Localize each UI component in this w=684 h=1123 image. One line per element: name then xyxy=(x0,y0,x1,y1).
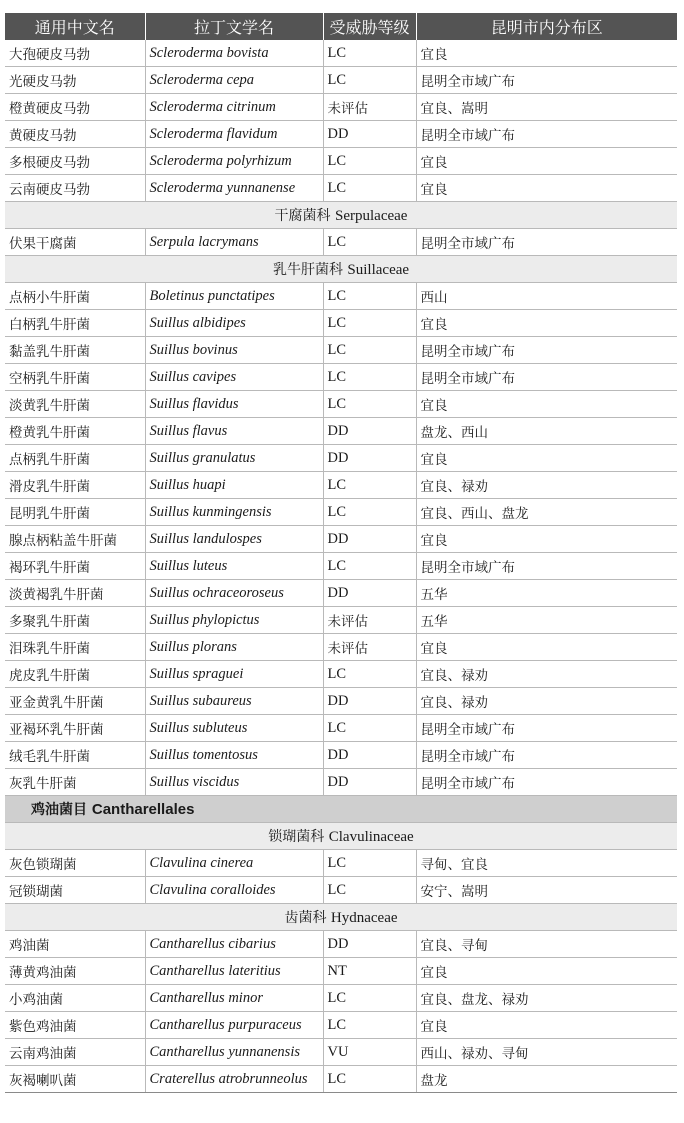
cell-common-name: 鸡油菌 xyxy=(5,931,145,958)
cell-common-name: 泪珠乳牛肝菌 xyxy=(5,634,145,661)
table-row xyxy=(5,1066,677,1093)
cell-latin-name: Suillus landulospes xyxy=(145,526,323,553)
cell-common-name: 白柄乳牛肝菌 xyxy=(5,310,145,337)
order-chinese-name: 鸡油菌目 xyxy=(31,802,87,818)
table-row xyxy=(5,553,677,580)
cell-threat-level: DD xyxy=(323,931,416,958)
table-row xyxy=(5,715,677,742)
cell-latin-name: Suillus subaureus xyxy=(145,688,323,715)
cell-distribution: 西山、禄劝、寻甸 xyxy=(416,1039,677,1066)
table-row xyxy=(5,958,677,985)
cell-distribution: 昆明全市域广布 xyxy=(416,742,677,769)
cell-latin-name: Suillus ochraceoroseus xyxy=(145,580,323,607)
cell-latin-name: Clavulina coralloides xyxy=(145,877,323,904)
table-row xyxy=(5,337,677,364)
table-row xyxy=(5,121,677,148)
family-latin-name: Serpulaceae xyxy=(335,208,408,224)
header-common-name: 通用中文名 xyxy=(5,13,145,40)
cell-threat-level: LC xyxy=(323,472,416,499)
cell-threat-level: LC xyxy=(323,1066,416,1093)
cell-distribution: 五华 xyxy=(416,607,677,634)
cell-distribution: 宜良、寻甸 xyxy=(416,931,677,958)
header-distribution: 昆明市内分布区 xyxy=(416,13,677,40)
table-row xyxy=(5,634,677,661)
cell-common-name: 绒毛乳牛肝菌 xyxy=(5,742,145,769)
cell-threat-level: LC xyxy=(323,499,416,526)
table-row xyxy=(5,229,677,256)
cell-threat-level: DD xyxy=(323,580,416,607)
cell-distribution: 宜良 xyxy=(416,1012,677,1039)
cell-threat-level: 未评估 xyxy=(323,607,416,634)
cell-latin-name: Scleroderma bovista xyxy=(145,40,323,67)
table-row xyxy=(5,67,677,94)
family-header-row xyxy=(5,202,677,229)
cell-latin-name: Cantharellus purpuraceus xyxy=(145,1012,323,1039)
header-latin-name: 拉丁文学名 xyxy=(145,13,323,40)
cell-distribution: 宜良 xyxy=(416,526,677,553)
table-row xyxy=(5,283,677,310)
cell-distribution: 宜良、西山、盘龙 xyxy=(416,499,677,526)
table-row xyxy=(5,418,677,445)
cell-common-name: 橙黄乳牛肝菌 xyxy=(5,418,145,445)
cell-threat-level: LC xyxy=(323,985,416,1012)
table-row xyxy=(5,445,677,472)
family-chinese-name: 乳牛肝菌科 xyxy=(272,262,343,278)
cell-common-name: 空柄乳牛肝菌 xyxy=(5,364,145,391)
cell-latin-name: Suillus flavus xyxy=(145,418,323,445)
cell-distribution: 宜良、嵩明 xyxy=(416,94,677,121)
cell-common-name: 虎皮乳牛肝菌 xyxy=(5,661,145,688)
table-row xyxy=(5,985,677,1012)
cell-latin-name: Cantharellus yunnanensis xyxy=(145,1039,323,1066)
cell-latin-name: Suillus tomentosus xyxy=(145,742,323,769)
family-title xyxy=(5,256,677,283)
cell-common-name: 大孢硬皮马勃 xyxy=(5,40,145,67)
cell-distribution: 宜良 xyxy=(416,148,677,175)
cell-threat-level: LC xyxy=(323,67,416,94)
table-row xyxy=(5,364,677,391)
cell-common-name: 黏盖乳牛肝菌 xyxy=(5,337,145,364)
cell-threat-level: LC xyxy=(323,148,416,175)
cell-threat-level: LC xyxy=(323,229,416,256)
cell-threat-level: DD xyxy=(323,526,416,553)
family-header-row xyxy=(5,904,677,931)
cell-threat-level: LC xyxy=(323,850,416,877)
cell-threat-level: DD xyxy=(323,742,416,769)
cell-threat-level: LC xyxy=(323,175,416,202)
cell-common-name: 亚褐环乳牛肝菌 xyxy=(5,715,145,742)
cell-distribution: 宜良 xyxy=(416,40,677,67)
cell-distribution: 昆明全市域广布 xyxy=(416,337,677,364)
cell-common-name: 橙黄硬皮马勃 xyxy=(5,94,145,121)
cell-common-name: 昆明乳牛肝菌 xyxy=(5,499,145,526)
cell-distribution: 宜良、盘龙、禄劝 xyxy=(416,985,677,1012)
family-chinese-name: 干腐菌科 xyxy=(274,208,331,224)
table-row xyxy=(5,499,677,526)
cell-latin-name: Suillus kunmingensis xyxy=(145,499,323,526)
cell-threat-level: LC xyxy=(323,661,416,688)
cell-latin-name: Scleroderma citrinum xyxy=(145,94,323,121)
species-table-container xyxy=(5,13,677,1093)
table-row xyxy=(5,850,677,877)
family-header-row xyxy=(5,256,677,283)
cell-common-name: 灰色锁瑚菌 xyxy=(5,850,145,877)
cell-latin-name: Suillus albidipes xyxy=(145,310,323,337)
cell-latin-name: Suillus granulatus xyxy=(145,445,323,472)
table-row xyxy=(5,94,677,121)
table-row xyxy=(5,1012,677,1039)
cell-common-name: 小鸡油菌 xyxy=(5,985,145,1012)
cell-common-name: 伏果干腐菌 xyxy=(5,229,145,256)
cell-latin-name: Suillus luteus xyxy=(145,553,323,580)
cell-common-name: 云南鸡油菌 xyxy=(5,1039,145,1066)
cell-distribution: 宜良、禄劝 xyxy=(416,661,677,688)
table-row xyxy=(5,526,677,553)
table-row xyxy=(5,148,677,175)
cell-threat-level: VU xyxy=(323,1039,416,1066)
cell-latin-name: Suillus plorans xyxy=(145,634,323,661)
cell-latin-name: Clavulina cinerea xyxy=(145,850,323,877)
cell-common-name: 云南硬皮马勃 xyxy=(5,175,145,202)
table-row xyxy=(5,472,677,499)
cell-latin-name: Cantharellus lateritius xyxy=(145,958,323,985)
species-table xyxy=(5,13,677,1093)
cell-threat-level: DD xyxy=(323,121,416,148)
cell-common-name: 淡黄乳牛肝菌 xyxy=(5,391,145,418)
cell-common-name: 点柄小牛肝菌 xyxy=(5,283,145,310)
table-row xyxy=(5,391,677,418)
family-title xyxy=(5,823,677,850)
header-threat-level: 受威胁等级 xyxy=(323,13,416,40)
cell-distribution: 昆明全市域广布 xyxy=(416,715,677,742)
cell-common-name: 淡黄褐乳牛肝菌 xyxy=(5,580,145,607)
cell-distribution: 宜良、禄劝 xyxy=(416,472,677,499)
cell-common-name: 多根硬皮马勃 xyxy=(5,148,145,175)
cell-distribution: 昆明全市域广布 xyxy=(416,229,677,256)
cell-latin-name: Cantharellus minor xyxy=(145,985,323,1012)
cell-distribution: 盘龙、西山 xyxy=(416,418,677,445)
cell-threat-level: LC xyxy=(323,391,416,418)
cell-common-name: 褐环乳牛肝菌 xyxy=(5,553,145,580)
cell-distribution: 宜良 xyxy=(416,175,677,202)
cell-latin-name: Suillus viscidus xyxy=(145,769,323,796)
cell-distribution: 西山 xyxy=(416,283,677,310)
cell-threat-level: LC xyxy=(323,553,416,580)
cell-threat-level: LC xyxy=(323,283,416,310)
order-title xyxy=(5,796,677,823)
cell-distribution: 昆明全市域广布 xyxy=(416,553,677,580)
family-header-row xyxy=(5,823,677,850)
order-header-row xyxy=(5,796,677,823)
cell-distribution: 盘龙 xyxy=(416,1066,677,1093)
table-row xyxy=(5,607,677,634)
cell-common-name: 亚金黄乳牛肝菌 xyxy=(5,688,145,715)
cell-common-name: 灰褐喇叭菌 xyxy=(5,1066,145,1093)
cell-distribution: 昆明全市域广布 xyxy=(416,769,677,796)
cell-distribution: 宜良 xyxy=(416,391,677,418)
cell-distribution: 宜良 xyxy=(416,958,677,985)
cell-latin-name: Scleroderma yunnanense xyxy=(145,175,323,202)
cell-common-name: 黄硬皮马勃 xyxy=(5,121,145,148)
cell-latin-name: Suillus subluteus xyxy=(145,715,323,742)
cell-threat-level: DD xyxy=(323,445,416,472)
table-row xyxy=(5,742,677,769)
cell-latin-name: Scleroderma cepa xyxy=(145,67,323,94)
cell-latin-name: Scleroderma polyrhizum xyxy=(145,148,323,175)
table-row xyxy=(5,40,677,67)
cell-common-name: 多聚乳牛肝菌 xyxy=(5,607,145,634)
cell-latin-name: Suillus spraguei xyxy=(145,661,323,688)
cell-threat-level: LC xyxy=(323,877,416,904)
cell-threat-level: LC xyxy=(323,310,416,337)
cell-threat-level: NT xyxy=(323,958,416,985)
table-header-row xyxy=(5,13,677,40)
cell-distribution: 宜良 xyxy=(416,445,677,472)
table-row xyxy=(5,769,677,796)
cell-distribution: 宜良、禄劝 xyxy=(416,688,677,715)
cell-latin-name: Boletinus punctatipes xyxy=(145,283,323,310)
cell-common-name: 冠锁瑚菌 xyxy=(5,877,145,904)
table-row xyxy=(5,1039,677,1066)
cell-threat-level: 未评估 xyxy=(323,634,416,661)
cell-threat-level: LC xyxy=(323,337,416,364)
cell-threat-level: LC xyxy=(323,40,416,67)
table-row xyxy=(5,580,677,607)
cell-distribution: 昆明全市域广布 xyxy=(416,364,677,391)
cell-distribution: 安宁、嵩明 xyxy=(416,877,677,904)
cell-latin-name: Suillus bovinus xyxy=(145,337,323,364)
cell-threat-level: LC xyxy=(323,715,416,742)
order-latin-name: Cantharellales xyxy=(91,801,195,818)
cell-threat-level: LC xyxy=(323,1012,416,1039)
cell-common-name: 灰乳牛肝菌 xyxy=(5,769,145,796)
cell-latin-name: Suillus huapi xyxy=(145,472,323,499)
cell-common-name: 紫色鸡油菌 xyxy=(5,1012,145,1039)
cell-distribution: 昆明全市域广布 xyxy=(416,67,677,94)
cell-threat-level: DD xyxy=(323,688,416,715)
table-row xyxy=(5,310,677,337)
table-row xyxy=(5,931,677,958)
family-latin-name: Clavulinaceae xyxy=(328,829,414,845)
cell-latin-name: Scleroderma flavidum xyxy=(145,121,323,148)
cell-common-name: 薄黄鸡油菌 xyxy=(5,958,145,985)
family-latin-name: Suillaceae xyxy=(347,262,410,278)
cell-distribution: 宜良 xyxy=(416,310,677,337)
cell-threat-level: LC xyxy=(323,364,416,391)
table-body xyxy=(5,40,677,1093)
cell-distribution: 昆明全市域广布 xyxy=(416,121,677,148)
cell-threat-level: DD xyxy=(323,769,416,796)
family-title xyxy=(5,202,677,229)
cell-common-name: 腺点柄粘盖牛肝菌 xyxy=(5,526,145,553)
family-latin-name: Hydnaceae xyxy=(330,910,398,926)
cell-latin-name: Cantharellus cibarius xyxy=(145,931,323,958)
cell-common-name: 光硬皮马勃 xyxy=(5,67,145,94)
cell-latin-name: Serpula lacrymans xyxy=(145,229,323,256)
table-row xyxy=(5,661,677,688)
cell-distribution: 寻甸、宜良 xyxy=(416,850,677,877)
table-row xyxy=(5,175,677,202)
cell-threat-level: 未评估 xyxy=(323,94,416,121)
family-chinese-name: 齿菌科 xyxy=(284,910,327,926)
cell-latin-name: Suillus phylopictus xyxy=(145,607,323,634)
table-row xyxy=(5,688,677,715)
cell-latin-name: Craterellus atrobrunneolus xyxy=(145,1066,323,1093)
cell-common-name: 滑皮乳牛肝菌 xyxy=(5,472,145,499)
cell-latin-name: Suillus flavidus xyxy=(145,391,323,418)
table-row xyxy=(5,877,677,904)
cell-latin-name: Suillus cavipes xyxy=(145,364,323,391)
family-title xyxy=(5,904,677,931)
cell-distribution: 五华 xyxy=(416,580,677,607)
cell-distribution: 宜良 xyxy=(416,634,677,661)
family-chinese-name: 锁瑚菌科 xyxy=(268,829,325,845)
cell-threat-level: DD xyxy=(323,418,416,445)
cell-common-name: 点柄乳牛肝菌 xyxy=(5,445,145,472)
